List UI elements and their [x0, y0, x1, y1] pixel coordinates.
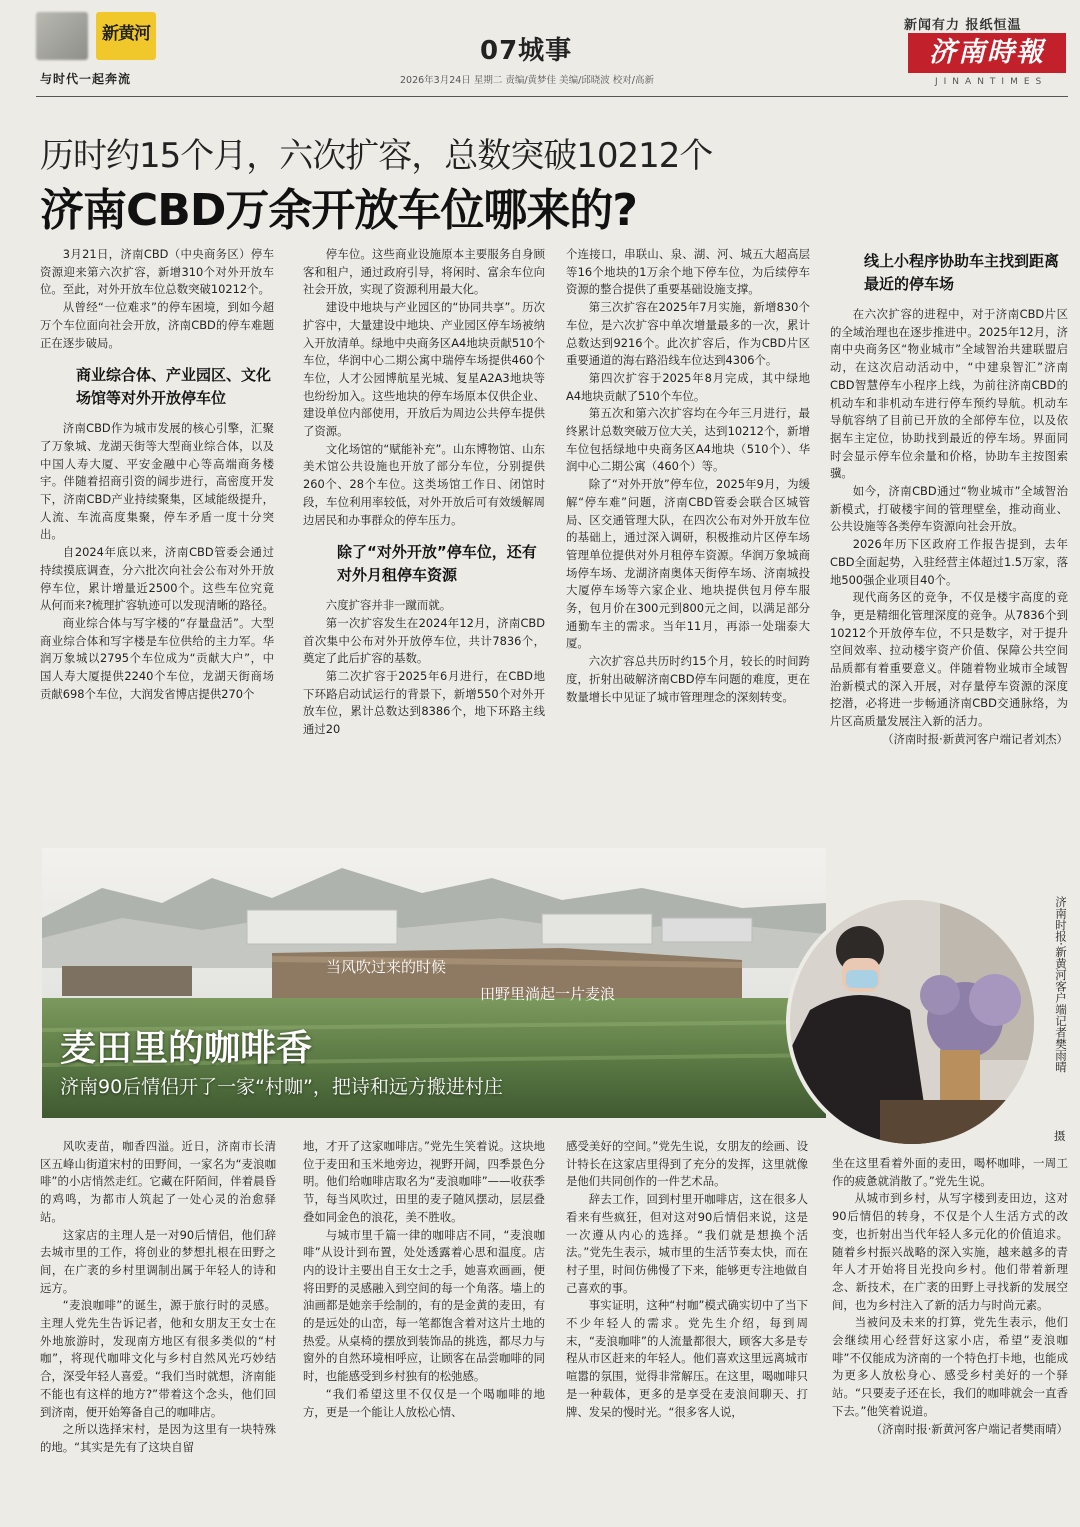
blurred-avatar: [36, 12, 88, 60]
article2-column-4: [832, 1155, 1068, 1438]
paragraph: “我们希望这里不仅仅是一个喝咖啡的地方，更是一个能让人放松心情、: [303, 1386, 545, 1419]
photo-credit-suffix: 摄: [1054, 1129, 1066, 1143]
paragraph: 2026年历下区政府工作报告提到，去年CBD全面起势，入驻经营主体超过1.5万家，落地500强企业项目40个。: [830, 537, 1068, 587]
paragraph: 与城市里千篇一律的咖啡店不同，“麦浪咖啡”从设计到布置，处处透露着心思和温度。店内的设计主要出自王女士之手，她喜欢画画，便将田野的灵感融入到空间的每一个角落。墙上的油画都是她亲手绘制的，有的是金黄的麦田，有的是远处的山峦，每一笔都饱含着对这片土地的热爱。从桌椅的摆放到装饰品的挑选，都尽力与窗外的自然环境相呼应，让顾客在品尝咖啡的同时，也能感受到乡村独有的松弛感。: [303, 1227, 545, 1384]
article2-column-2: [303, 1138, 545, 1421]
paragraph: 文化场馆的“赋能补充”。山东博物馆、山东美术馆公共设施也开放了部分车位，分别提供260个、28个车位。这类场馆工作日、闭馆时段，车位利用率较低，对外开放后可有效缓解周边居民和办事群众的停车压力。: [303, 441, 545, 527]
paragraph: 建设中地块与产业园区的“协同共享”。历次扩容中，大量建设中地块、产业园区停车场被纳入开放清单。绿地中央商务区A4地块贡献510个车位，华润中心二期公寓中瑞停车场提供460个车位，人才公园博航星光城、复星A2A3地块等也纷纷加入。这些地块的停车场原本仅供企业、建设单位内部使用，开放后为周边公共停车提供了资源。: [303, 300, 545, 439]
paragraph: 停车位。这些商业设施原本主要服务自身顾客和租户，通过政府引导，将闲时、富余车位向社会开放，实现了资源利用最大化。: [303, 247, 545, 297]
article-headline: 济南CBD万余开放车位哪来的?: [40, 185, 637, 236]
article1-column-1: [40, 246, 274, 703]
paragraph: 坐在这里看着外面的麦田，喝杯咖啡，一周工作的疲惫就消散了。”党先生说。: [832, 1156, 1068, 1188]
paragraph: 第四次扩容于2025年8月完成，其中绿地A4地块贡献了510个车位。: [566, 370, 810, 403]
logo-mark: 新黄河: [96, 12, 156, 60]
paragraph: “麦浪咖啡”的诞生，源于旅行时的灵感。主理人党先生告诉记者，他和女朋友王女士在外地旅游时，发现南方地区有很多类似的“村咖”，将现代咖啡文化与乡村自然风光巧妙结合，深受年轻人喜爱。“我们当时就想，济南能不能也有这样的地方?”带着这个念头，他们回到济南，便开始筹备自己的咖啡店。: [40, 1298, 276, 1419]
paragraph: 自2024年底以来，济南CBD管委会通过持续摸底调查，分六批次向社会公布对外开放停车位，累计增量近2500个。这些车位究竟从何而来?梳理扩容轨迹可以发现清晰的路径。: [40, 545, 274, 613]
byline: （济南时报·新黄河客户端记者刘杰）: [882, 731, 1068, 746]
paragraph: 第一次扩容发生在2024年12月，济南CBD首次集中公布对外开放停车位，共计7836个，奠定了此后扩容的基数。: [303, 615, 545, 666]
wall-poem-line-1: 当风吹过来的时候: [326, 958, 447, 976]
date-line: 2026年3月24日 星期二 责编/黄梦佳 美编/邱晓波 校对/高新: [400, 75, 654, 86]
paragraph: 在六次扩容的进程中，对于济南CBD片区的全域治理也在逐步推进中。2025年12月，济南中央商务区“物业城市”全域智治共建联盟启动，在这次启动活动中，“中建泉智汇”济南CBD智慧停车小程序上线，为前往济南CBD的机动车和非机动车进行停车预约导航。机动车导航容纳了目前已开放的全部停车位，以及依据车主定位，协助找到最近的停车场。界面同时会显示停车位余量和价格，协助车主按图索骥。: [830, 307, 1068, 481]
paper-name-logo: 济南時報: [908, 33, 1066, 73]
paragraph: 六度扩容并非一蹴而就。: [325, 598, 452, 613]
paragraph: 商业综合体与写字楼的“存量盘活”。大型商业综合体和写字楼是车位供给的主力军。华润万象城以2795个车位成为“贡献大户”，中国人寿大厦提供2240个车位，龙湖天街商场贡献698个车位，大润发省博店提供270个: [40, 615, 274, 701]
subheading: 线上小程序协助车主找到距离最近的停车场: [864, 252, 1060, 293]
paragraph: 事实证明，这种“村咖”模式确实切中了当下不少年轻人的需求。党先生介绍，每到周末，“麦浪咖啡”的人流量都很大，顾客大多是专程从市区赶来的年轻人。他们喜欢这里远离城市喧嚣的氛围，觉得非常解压。在这里，喝咖啡只是一种载体，更多的是享受在麦浪间聊天、打牌、发呆的慢时光。“很多客人说，: [566, 1298, 808, 1419]
paragraph: 第二次扩容于2025年6月进行，在CBD地下环路启动试运行的背景下，新增550个对外开放车位，累计总数达到8386个，地下环路主线通过20: [303, 669, 545, 737]
article2-column-3: [566, 1138, 808, 1421]
wall-poem-line-2: 田野里淌起一片麦浪: [480, 985, 616, 1003]
paper-tagline: 新闻有力 报纸恒温: [904, 18, 1022, 33]
paragraph: 从城市到乡村，从写字楼到麦田边，这对90后情侣的转身，不仅是个人生活方式的改变，也折射出当代年轻人多元化的价值追求。随着乡村振兴战略的深入实施，越来越多的青年人才开始将目光投向乡村。他们带着新理念、新技术，在广袤的田野上寻找新的发展空间，也为乡村注入了新的活力与时尚元素。: [832, 1191, 1068, 1312]
subheading: 商业综合体、产业园区、文化场馆等对外开放停车位: [76, 366, 272, 408]
article1-column-4: [830, 250, 1068, 749]
top-rule: [36, 96, 1068, 97]
article1-column-2: [303, 246, 545, 739]
paragraph: 感受美好的空间。”党先生说，女朋友的绘画、设计特长在这家店里得到了充分的发挥，这里就像是他们共同创作的一件艺术品。: [566, 1139, 808, 1189]
paragraph: 当被问及未来的打算，党先生表示，他们会继续用心经营好这家小店，希望“麦浪咖啡”不仅能成为济南的一个特色打卡地，也能成为更多人放松身心、感受乡村美好的一个驿站。“只要麦子还在长，我们的咖啡就会一直香下去。”他笑着说道。: [832, 1315, 1068, 1418]
paragraph: 地，才开了这家咖啡店。”党先生笑着说。这块地位于麦田和玉米地旁边，视野开阔，四季景色分明。他们给咖啡店取名为“麦浪咖啡”——收获季节，每当风吹过，田里的麦子随风摆动，层层叠叠如同金色的浪花，美不胜收。: [303, 1139, 545, 1224]
paragraph: 除了“对外开放”停车位，2025年9月，为缓解“停车难”问题，济南CBD管委会联合区城管局、区交通管理大队，在四次公布对外开放车位的基础上，通过深入调研，积极推动片区停车场管理单位提供对外月租停车资源。华润万象城商场停车场、龙湖济南奥体天街停车场、济南城投大厦停车场等六家企业、地块提供包月停车服务，包月价在300元到800元之间，以满足部分通勤车主的需求。当年11月，再添一处瑞泰大厦。: [566, 477, 810, 651]
paragraph: 第三次扩容在2025年7月实施，新增830个车位，是六次扩容中单次增量最多的一次，累计总数达到9216个。此次扩容后，作为CBD片区重要通道的海右路沿线车位达到4306个。: [566, 300, 810, 368]
inset-portrait-photo: [786, 896, 1038, 1148]
paragraph: 六次扩容总共历时约15个月，较长的时间跨度，折射出破解济南CBD停车问题的难度，更在数量增长中见证了城市管理理念的深刻转变。: [566, 654, 810, 704]
subheading: 除了“对外开放”停车位，还有对外月租停车资源: [337, 543, 537, 585]
article2-column-1: [40, 1138, 276, 1457]
paragraph: 辞去工作，回到村里开咖啡店，这在很多人看来有些疯狂，但对这对90后情侣来说，这是一次遵从内心的选择。“我们就是想换个活法。”党先生表示，城市里的生活节奏太快，而在村子里，时间仿佛慢了下来，能够更专注地做自己喜欢的事。: [566, 1192, 808, 1295]
paragraph: 现代商务区的竞争，不仅是楼宇高度的竞争，更是精细化管理深度的竞争。从7836个到10212个开放停车位，不只是数字，对于提升空间效率、拉动楼宇资产价值、保障公共空间品质都有着重要意义。伴随着物业城市全域智治新模式的深入开展，对存量停车资源的深度挖潜，必将进一步畅通济南CBD交通脉络，为片区高质量发展注入新的活力。: [830, 590, 1068, 729]
paragraph: 风吹麦苗，咖香四溢。近日，济南市长清区五峰山街道宋村的田野间，一家名为“麦浪咖啡”的小店悄然走红。它藏在阡陌间，伴着晨昏的鸡鸣，为都市人筑起了一处心灵的治愈驿站。: [40, 1139, 276, 1224]
barista-illustration: [790, 900, 1034, 1144]
paragraph: 个连接口，串联山、泉、湖、河、城五大超高层等16个地块的1万余个地下停车位，为后续停车资源的整合提供了重要基础设施支撑。: [566, 247, 810, 297]
slogan: 与时代一起奔流: [40, 72, 132, 86]
paragraph: 之所以选择宋村，是因为这里有一块特殊的地。“其实是先有了这块自留: [40, 1422, 276, 1454]
paper-name-english: JINANTIMES: [935, 77, 1048, 87]
article-kicker: 历时约15个月，六次扩容，总数突破10212个: [40, 136, 713, 176]
paragraph: 3月21日，济南CBD（中央商务区）停车资源迎来第六次扩容，新增310个对外开放车位。至此，对外开放车位总数突破10212个。: [40, 247, 274, 297]
paragraph: 如今，济南CBD通过“物业城市”全域智治新模式，打破楼宇间的管理壁垒，推动商业、公共设施等各类停车资源向社会开放。: [830, 484, 1068, 534]
photo-title: 麦田里的咖啡香: [60, 1028, 313, 1069]
brand-logo: [36, 12, 160, 64]
section-title: 07城事: [480, 36, 573, 66]
paragraph: 济南CBD作为城市发展的核心引擎，汇聚了万象城、龙湖天街等大型商业综合体，以及中国人寿大厦、平安金融中心等高端商务楼宇。伴随着招商引资的阔步进行，高密度开发下，济南CBD产业持续聚集，区域能级提升，人流、车流高度集聚，停车矛盾一度十分突出。: [40, 421, 274, 542]
paragraph: 从曾经“一位难求”的停车困境，到如今超万个车位面向社会开放，济南CBD的停车难题正在逐步破局。: [40, 300, 274, 350]
paragraph: 这家店的主理人是一对90后情侣，他们辞去城市里的工作，将创业的梦想扎根在田野之间，在广袤的乡村里调制出属于年轻人的诗和远方。: [40, 1227, 276, 1295]
byline: （济南时报·新黄河客户端记者樊雨晴）: [870, 1421, 1068, 1436]
photo-credit: 济南时报·新黄河客户端记者樊雨晴: [1054, 896, 1068, 1073]
photo-subtitle: 济南90后情侣开了一家“村咖”，把诗和远方搬进村庄: [60, 1076, 503, 1098]
paragraph: 第五次和第六次扩容均在今年三月进行，最终累计总数突破万位大关，达到10212个，新增车位包括绿地中央商务区A4地块（510个）、华润中心二期公寓（460个）等。: [566, 406, 810, 474]
article1-column-3: [566, 246, 810, 706]
